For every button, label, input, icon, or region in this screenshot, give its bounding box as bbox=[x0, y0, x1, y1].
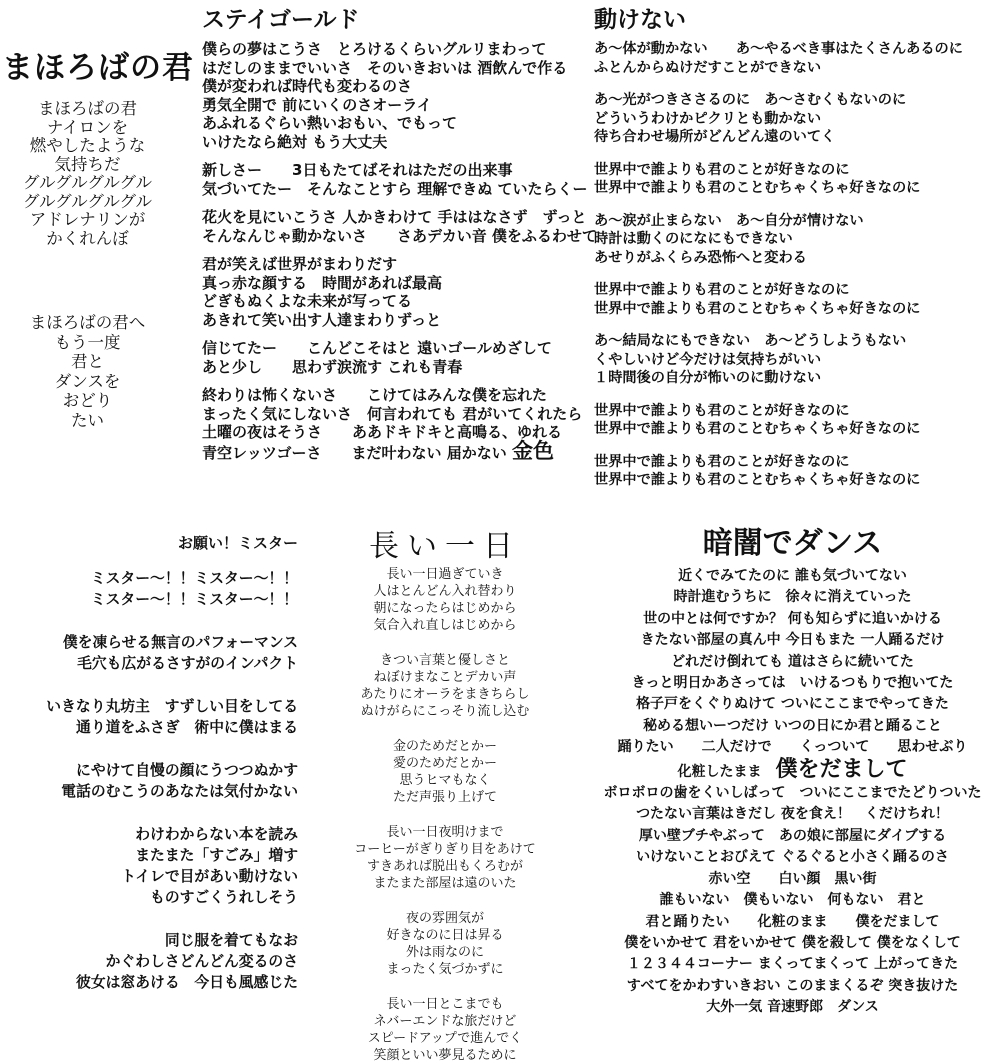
lyric-line: 秘める想いーつだけ いつの日にか君と踊ること bbox=[643, 717, 942, 734]
lyric-line: どぎもぬくよな未来が写ってる bbox=[202, 292, 413, 310]
lyric-line: 愛のためだとかー bbox=[392, 756, 497, 771]
lyric-line: たい bbox=[71, 410, 104, 430]
lyric-line: スピードアップで進んでく bbox=[367, 1031, 523, 1046]
lyric-line: 毛穴も広がるさすがのインパクト bbox=[77, 655, 298, 672]
lyric-line: 気づいてたー そんなことすら 理解できぬ ていたらくー bbox=[202, 179, 588, 198]
lyric-group bbox=[305, 738, 585, 806]
dance-title: 暗闇でダンス bbox=[702, 526, 883, 561]
lyric-line: 世界中で誰よりも君のことが好きなのに bbox=[594, 402, 850, 419]
lyric-line: 勇気全開で 前にいくのさオーライ bbox=[202, 95, 432, 114]
lyric-line: グルグルグルグル bbox=[22, 191, 153, 211]
lyric-group bbox=[305, 910, 585, 978]
lyric-line: １２３４４コーナー まくってまくって 上がってきた bbox=[626, 956, 959, 973]
lyric-line: 僕をいかせて 君をいかせて 僕を殺して 僕をなくして bbox=[624, 934, 961, 951]
lyric-line: ネバーエンドな旅だけど bbox=[373, 1014, 517, 1029]
lyric-line: 新しさー 3日もたてばそれはただの出来事 bbox=[202, 161, 513, 179]
lyric-line: 僕を凍らせる無言のパフォーマンス bbox=[62, 634, 298, 651]
lyric-line: 電話のむこうのあなたは気付かない bbox=[61, 783, 298, 800]
lyric-line: 世界中で誰よりも君のことが好きなのに bbox=[594, 161, 850, 178]
lyric-group bbox=[305, 566, 585, 634]
lyric-line: 君と bbox=[71, 352, 104, 371]
lyric-group bbox=[202, 40, 597, 151]
lyric-line: 長い一日過ぎていき bbox=[386, 567, 504, 582]
lyric-line: 彼女は窓あける 今日も風感じた bbox=[76, 974, 298, 991]
lyric-line: ミスター～！！ミスター～！！ bbox=[90, 570, 298, 587]
lyric-group bbox=[202, 161, 597, 198]
lyric-line: 好きなのに日は昇る bbox=[386, 928, 504, 943]
lyric-line: 長い一日とこまでも bbox=[386, 997, 504, 1012]
lyric-group bbox=[594, 91, 963, 147]
lyric-line: いきなり丸坊主 すずしい目をしてる bbox=[46, 698, 298, 715]
lyric-line: 世界中で誰よりも君のことむちゃくちゃ好きなのに bbox=[594, 300, 921, 317]
lyric-line: 大外一気 音速野郎 ダンス bbox=[706, 999, 879, 1016]
lyric-line: おどり bbox=[62, 391, 113, 410]
lyric-line: 気持ちだ bbox=[54, 154, 121, 174]
lyric-line: 踊りたい 二人だけで くっついて 思わせぶり bbox=[617, 739, 968, 756]
lyric-line: アドレナリンが bbox=[29, 210, 146, 229]
ugokenai-title: 動けない bbox=[594, 7, 686, 33]
lyric-line: 土曜の夜はそうさ ああドキドキと高鳴る、ゆれる bbox=[202, 423, 563, 441]
lyric-line: 世の中とは何ですか？ 何も知らずに追いかける bbox=[643, 610, 942, 627]
lyric-line: あたりにオーラをまきちらし bbox=[360, 687, 530, 702]
lyric-line: 格子戸をくぐりぬけて ついにここまでやってきた bbox=[636, 696, 949, 713]
lyric-group bbox=[0, 696, 298, 738]
lyric-line: またまた部屋は遠のいた bbox=[373, 876, 517, 891]
lyric-line: 厚い壁ブチやぶって あの娘に部屋にダイブする bbox=[638, 827, 947, 844]
lyric-line: あ～結局なにもできない あ～どうしようもない bbox=[594, 333, 907, 349]
lyric-line: ボロボロの歯をくいしばって ついにここまでたどりついた bbox=[603, 785, 982, 802]
dance-lyrics bbox=[585, 566, 1000, 1019]
lyric-line: あ～体が動かない あ～やるべき事はたくさんあるのに bbox=[594, 41, 963, 57]
lyric-group bbox=[594, 161, 963, 198]
nagai-ichinichi-title: 長い一日 bbox=[369, 529, 521, 564]
lyric-line: 待ち合わせ場所がどんどん遠のいてく bbox=[594, 129, 836, 145]
lyric-line: かぐわしさどんどん変るのさ bbox=[105, 953, 298, 970]
lyric-line: もう一度 bbox=[54, 332, 121, 352]
lyric-line: 外は雨なのに bbox=[405, 945, 484, 960]
lyric-line: ぬけがらにこっそり流し込む bbox=[360, 704, 530, 719]
lyric-line: グルグルグルグル bbox=[22, 173, 153, 192]
lyric-line: そんなんじゃ動かないさ さあデカい音 僕をふるわせて bbox=[202, 226, 597, 245]
lyric-line: 世界中で誰よりも君のことむちゃくちゃ好きなのに bbox=[594, 180, 921, 196]
lyric-line: まったく気にしないさ 何言われても 君がいてくれたら bbox=[202, 404, 583, 423]
lyric-group bbox=[305, 824, 585, 892]
lyric-line: コーヒーがぎりぎり目をあけて bbox=[354, 842, 536, 857]
lyric-line: 僕らの夢はこうさ とろけるくらいグルリまわって bbox=[202, 40, 547, 58]
mister-lyrics bbox=[0, 568, 298, 993]
lyric-line: 笑顔といい夢見るために bbox=[373, 1048, 517, 1063]
lyric-line: いけたなら絶対 もう大丈夫 bbox=[202, 132, 388, 151]
lyric-line: 世界中で誰よりも君のことむちゃくちゃ好きなのに bbox=[594, 472, 921, 488]
lyric-line: 金のためだとかー bbox=[392, 739, 497, 754]
mahoroba-verse-1 bbox=[0, 100, 175, 248]
lyric-line: わけわからない本を読み bbox=[135, 826, 298, 843]
lyric-line: 僕が変われば時代も変わるのさ bbox=[202, 77, 413, 95]
lyric-line: 同じ服を着てもなお bbox=[164, 932, 298, 949]
lyric-line: どれだけ倒れても 道はさらに続いてた bbox=[671, 653, 914, 670]
lyric-line: 世界中で誰よりも君のことが好きなのに bbox=[594, 282, 850, 298]
lyric-line: 時計は動くのになにもできない bbox=[594, 231, 793, 247]
lyric-line: 人はとんどん入れ替わり bbox=[373, 584, 517, 599]
lyric-line: つたない言葉はきだし 夜を食え！ くだけちれ！ bbox=[636, 806, 949, 823]
lyric-line: 信じてたー こんどこそはと 遠いゴールめざして bbox=[202, 339, 552, 357]
lyric-group bbox=[305, 996, 585, 1064]
lyric-line: すべてをかわすいきおい このままくるぞ 突き抜けた bbox=[626, 977, 959, 994]
lyric-line: あと少し 思わず涙流す これも青春 bbox=[202, 357, 463, 376]
lyric-line: 世界中で誰よりも君のことむちゃくちゃ好きなのに bbox=[594, 421, 921, 437]
lyric-emphasis: 金色 bbox=[512, 438, 554, 463]
stay-gold-title: ステイゴールド bbox=[202, 6, 360, 33]
lyric-line: 朝になったらはじめから bbox=[373, 601, 517, 616]
lyric-line: 君と踊りたい 化粧のまま 僕をだまして bbox=[645, 913, 940, 930]
lyric-group bbox=[594, 332, 963, 388]
lyric-line: 近くでみてたのに 誰も気づいてない bbox=[678, 568, 907, 584]
lyric-line: 通り道をふさぎ 術中に僕はまる bbox=[76, 719, 298, 736]
lyric-group bbox=[0, 632, 298, 674]
lyric-line: ねぼけまなことデカい声 bbox=[373, 670, 517, 685]
lyric-line: あふれるぐらい熱いおもい、でもって bbox=[202, 114, 458, 132]
lyric-group bbox=[202, 339, 597, 376]
stay-gold-lyrics bbox=[202, 40, 597, 462]
lyric-line: あ～光がつきささるのに あ～さむくもないのに bbox=[594, 92, 907, 108]
lyric-line: またまた「すごみ」増す bbox=[135, 847, 298, 864]
lyric-line: 世界中で誰よりも君のことが好きなのに bbox=[594, 453, 850, 470]
lyric-line: ものすごくうれしそう bbox=[150, 889, 298, 906]
lyric-line: すきあれば脱出もくろむが bbox=[366, 859, 523, 874]
lyric-line: ふとんからぬけだすことができない bbox=[594, 59, 822, 76]
lyric-line: かくれんぼ bbox=[46, 228, 129, 248]
lyric-line: まほろばの君へ bbox=[29, 313, 146, 332]
lyric-line: きたない部屋の真ん中 今日もまた 一人踊るだけ bbox=[640, 632, 945, 649]
lyric-group bbox=[594, 453, 963, 490]
lyric-text: 青空レッツゴーさ まだ叶わない 届かない bbox=[202, 443, 512, 462]
lyric-group bbox=[594, 40, 963, 77]
mahoroba-verse-2 bbox=[0, 313, 175, 430]
lyric-group bbox=[202, 208, 597, 245]
lyric-line: まほろばの君 bbox=[38, 99, 137, 118]
lyric-group bbox=[0, 930, 298, 993]
lyric-line: ただ声張り上げて bbox=[392, 790, 497, 805]
lyric-line: あきれて笑い出す人達まわりずっと bbox=[202, 310, 442, 329]
lyric-line: にやけて自慢の顔にうつつぬかす bbox=[76, 762, 298, 779]
lyric-group bbox=[202, 386, 597, 462]
lyric-line: 誰もいない 僕もいない 何もない 君と bbox=[659, 892, 926, 909]
lyric-line: 燃やしたような bbox=[29, 136, 146, 155]
lyric-line: ミスター～！！ミスター～！！ bbox=[90, 591, 298, 608]
lyric-line: 思うヒマもなく bbox=[399, 773, 491, 788]
lyric-line: はだしのままでいいさ そのいきおいは 酒飲んで作る bbox=[202, 58, 568, 77]
lyric-line: 花火を見にいこうさ 人かきわけて 手ははなさず ずっと bbox=[202, 208, 587, 226]
lyric-emphasis: 僕をだまして bbox=[775, 756, 908, 782]
lyric-line: 長い一日夜明けまで bbox=[386, 825, 504, 840]
mahoroba-title: まほろばの君 bbox=[2, 50, 194, 86]
lyric-group bbox=[202, 255, 597, 329]
lyric-line: きっと明日かあさっては いけるつもりで抱いてた bbox=[631, 675, 954, 692]
lyric-line: 君が笑えば世界がまわりだす bbox=[202, 255, 398, 273]
lyric-group bbox=[594, 402, 963, 439]
lyric-line: 時計進むうちに 徐々に消えていった bbox=[673, 589, 912, 606]
lyric-group bbox=[0, 760, 298, 802]
lyric-line: きつい言葉と優しさと bbox=[379, 653, 510, 668]
lyric-line-last bbox=[202, 438, 597, 463]
lyric-line: ナイロンを bbox=[46, 117, 129, 137]
lyric-line: あせりがふくらみ恐怖へと変わる bbox=[594, 249, 807, 266]
lyric-line: どういうわけかピクリとも動かない bbox=[594, 110, 822, 127]
lyric-line: １時間後の自分が怖いのに動けない bbox=[594, 370, 822, 386]
lyric-group bbox=[305, 652, 585, 720]
lyric-line: トイレで目があい動けない bbox=[121, 868, 298, 885]
lyric-line: 気合入れ直しはじめから bbox=[373, 618, 517, 633]
lyric-group bbox=[0, 824, 298, 908]
lyric-line-emphasis bbox=[585, 756, 1000, 783]
lyric-text: 化粧したまま bbox=[677, 763, 776, 780]
ugokenai-lyrics bbox=[594, 40, 963, 490]
lyric-group bbox=[594, 281, 963, 318]
lyric-line: 赤い空 白い顔 黒い街 bbox=[708, 870, 877, 887]
lyric-line: 夜の雰囲気が bbox=[405, 911, 484, 926]
lyric-line: 終わりは怖くないさ こけてはみんな僕を忘れた bbox=[202, 386, 548, 404]
lyric-line: ダンスを bbox=[54, 371, 121, 391]
lyric-line: くやしいけど今だけは気持ちがいい bbox=[594, 351, 822, 368]
mister-title: お願い！ミスター bbox=[177, 534, 298, 552]
lyric-group bbox=[0, 568, 298, 610]
lyric-line: まったく気づかずに bbox=[386, 962, 504, 977]
lyric-line: いけないことおびえて ぐるぐると小さく踊るのさ bbox=[636, 849, 949, 866]
lyric-line: 真っ赤な顔する 時間があれば最高 bbox=[202, 273, 443, 292]
lyric-line: あ～涙が止まらない あ～自分が情けない bbox=[594, 212, 864, 229]
nagai-ichinichi-lyrics bbox=[305, 566, 585, 1064]
lyric-group bbox=[594, 212, 963, 268]
